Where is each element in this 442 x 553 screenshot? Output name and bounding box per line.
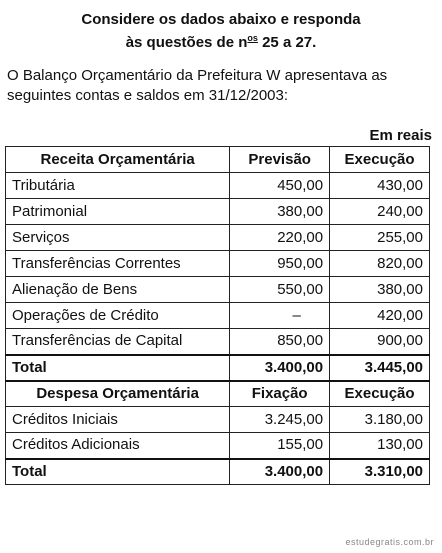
- receita-header-execucao: Execução: [330, 147, 430, 173]
- row-execucao: 900,00: [330, 329, 430, 355]
- unit-label: Em reais: [369, 127, 432, 144]
- table-row: [6, 225, 430, 251]
- site-watermark: estudegratis.com.br: [345, 537, 434, 547]
- table-row: [6, 251, 430, 277]
- total-label: Total: [6, 459, 230, 485]
- row-label: Patrimonial: [6, 199, 230, 225]
- row-execucao: 380,00: [330, 277, 430, 303]
- row-execucao: 130,00: [330, 433, 430, 459]
- despesa-header-execucao: Execução: [330, 381, 430, 407]
- question-heading: [0, 10, 442, 52]
- heading-line-2-suffix: 25 a 27.: [257, 34, 317, 51]
- row-label: Tributária: [6, 173, 230, 199]
- total-fixacao: 3.400,00: [230, 459, 330, 485]
- table-row: [6, 303, 430, 329]
- row-previsao: 550,00: [230, 277, 330, 303]
- intro-paragraph: O Balanço Orçamentário da Prefeitura W apresentava as seguintes contas e saldos em 31/12/2003:: [7, 67, 388, 104]
- despesa-header-row: [6, 381, 430, 407]
- total-execucao: 3.445,00: [330, 355, 430, 381]
- table-row: [6, 407, 430, 433]
- row-previsao: 850,00: [230, 329, 330, 355]
- total-execucao: 3.310,00: [330, 459, 430, 485]
- row-execucao: 255,00: [330, 225, 430, 251]
- receita-header-previsao: Previsão: [230, 147, 330, 173]
- row-execucao: 3.180,00: [330, 407, 430, 433]
- table-row: [6, 277, 430, 303]
- receita-total-row: [6, 355, 430, 381]
- heading-line-1: Considere os dados abaixo e responda: [81, 11, 361, 28]
- row-label: Serviços: [6, 225, 230, 251]
- row-previsao: –: [230, 303, 330, 329]
- row-execucao: 820,00: [330, 251, 430, 277]
- table-row: [6, 433, 430, 459]
- row-label: Transferências de Capital: [6, 329, 230, 355]
- heading-ordinal-superscript: os: [247, 33, 258, 43]
- table-row: [6, 199, 430, 225]
- total-label: Total: [6, 355, 230, 381]
- heading-line-2: [0, 29, 442, 52]
- row-fixacao: 3.245,00: [230, 407, 330, 433]
- row-label: Créditos Adicionais: [6, 433, 230, 459]
- row-label: Créditos Iniciais: [6, 407, 230, 433]
- despesa-header-name: Despesa Orçamentária: [6, 381, 230, 407]
- row-label: Transferências Correntes: [6, 251, 230, 277]
- despesa-total-row: [6, 459, 430, 485]
- heading-line-2-prefix: às questões de n: [125, 34, 248, 51]
- receita-header-name: Receita Orçamentária: [6, 147, 230, 173]
- row-execucao: 420,00: [330, 303, 430, 329]
- row-previsao: 380,00: [230, 199, 330, 225]
- total-previsao: 3.400,00: [230, 355, 330, 381]
- row-previsao: 950,00: [230, 251, 330, 277]
- despesa-header-fixacao: Fixação: [230, 381, 330, 407]
- row-label: Alienação de Bens: [6, 277, 230, 303]
- row-execucao: 240,00: [330, 199, 430, 225]
- receita-header-row: [6, 147, 430, 173]
- budget-balance-table: [5, 146, 430, 485]
- row-previsao: 220,00: [230, 225, 330, 251]
- row-fixacao: 155,00: [230, 433, 330, 459]
- table-row: [6, 173, 430, 199]
- row-label: Operações de Crédito: [6, 303, 230, 329]
- table-row: [6, 329, 430, 355]
- row-previsao: 450,00: [230, 173, 330, 199]
- row-execucao: 430,00: [330, 173, 430, 199]
